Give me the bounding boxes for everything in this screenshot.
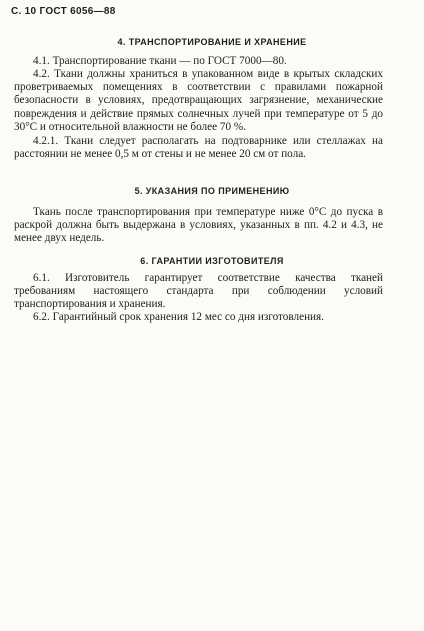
section-title-warranty: 6. ГАРАНТИИ ИЗГОТОВИТЕЛЯ xyxy=(140,256,284,266)
paragraph-4-2: 4.2. Ткани должны храниться в упакованном виде в крытых складских проветриваемых помещениях в соответствии с правилами пожарной безопасности в условиях, предотвращающих загрязнение, механические повреждения и действие прямых солнечных лучей при температуре от 5 до 30°С и относительной влажности не более 70 %. xyxy=(14,68,383,133)
paragraph-6-1: 6.1. Изготовитель гарантирует соответствие качества тканей требованиям настоящего стандарта при соблюдении условий транспортирования и хранения. xyxy=(14,272,383,311)
running-header: С. 10 ГОСТ 6056—88 xyxy=(11,6,116,17)
paragraph-6-2: 6.2. Гарантийный срок хранения 12 мес со дня изготовления. xyxy=(33,311,324,323)
paragraph-4-1: 4.1. Транспортирование ткани — по ГОСТ 7000—80. xyxy=(33,55,287,67)
section-title-usage: 5. УКАЗАНИЯ ПО ПРИМЕНЕНИЮ xyxy=(134,186,290,196)
paragraph-5: Ткань после транспортирования при температуре ниже 0°С до пуска в раскрой должна быть выдержана в условиях, указанных в пп. 4.2 и 4.3, не менее двух недель. xyxy=(14,206,383,245)
section-title-storage: 4. ТРАНСПОРТИРОВАНИЕ И ХРАНЕНИЕ xyxy=(117,37,307,47)
paragraph-4-2-1: 4.2.1. Ткани следует располагать на подтоварнике или стеллажах на расстоянии не менее 0,5 м от стены и не менее 20 см от пола. xyxy=(14,135,383,161)
